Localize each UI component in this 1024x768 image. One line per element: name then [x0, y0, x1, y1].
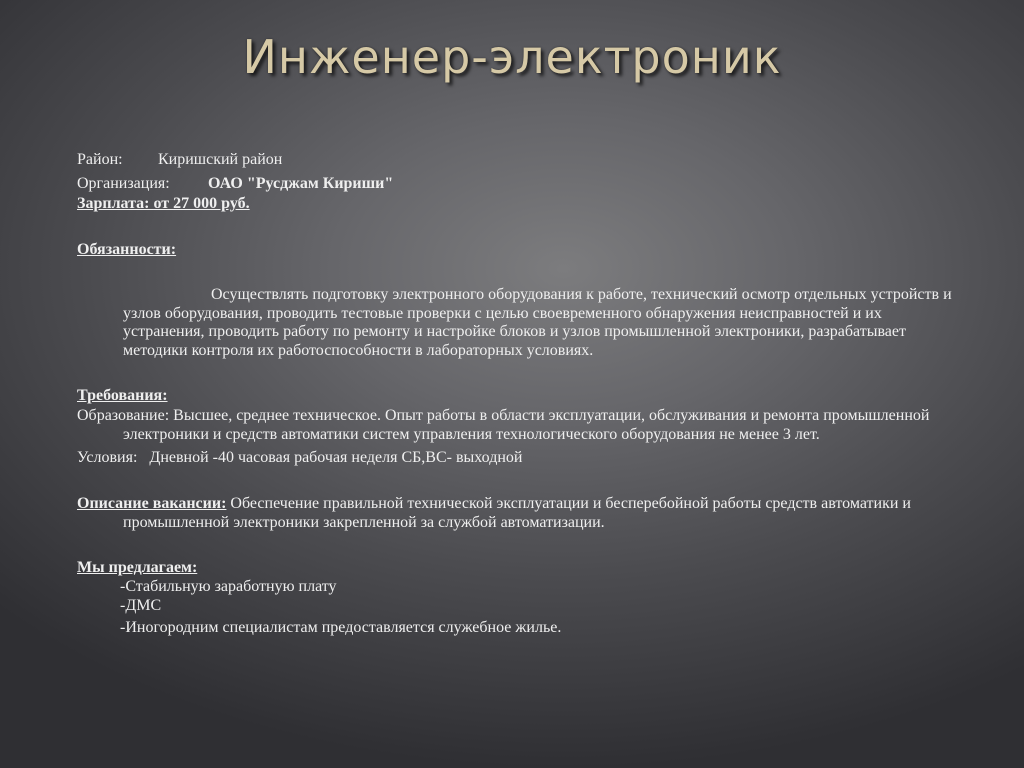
requirements-heading: Требования:	[77, 387, 168, 404]
education-row	[77, 406, 957, 444]
education-value: Высшее, среднее техническое. Опыт работы в области эксплуатации, обслуживания и ремонта промышленной электроники и средств автоматики систем управления технологического оборудования не менее 3 лет.	[123, 407, 930, 443]
duties-text: Осуществлять подготовку электронного оборудования к работе, технический осмотр отдельных устройств и узлов оборудования, проводить тестовые проверки с целью своевременного обнаружения неисправностей и их устранения, проводить работу по ремонту и настройке блоков и узлов промышленной электроники, разрабатывает методики контроля их работоспособности в лабораторных условиях.	[123, 286, 952, 359]
offer-heading: Мы предлагаем:	[77, 559, 198, 576]
conditions-row	[77, 448, 957, 468]
district-label: Район:	[77, 151, 123, 168]
conditions-label: Условия:	[77, 449, 138, 466]
duties-heading: Обязанности:	[77, 241, 177, 258]
salary-row	[77, 194, 957, 214]
district-value: Киришский район	[158, 151, 283, 168]
description-label: Описание вакансии:	[77, 495, 227, 512]
offer-item-housing: -Иногородним специалистам предоставляется служебное жилье.	[120, 619, 562, 636]
education-label: Образование:	[77, 407, 170, 424]
salary-value: от 27 000 руб.	[153, 195, 250, 212]
conditions-value: Дневной -40 часовая рабочая неделя СБ,ВС- выходной	[149, 449, 523, 466]
organization-value: ОАО "Русджам Кириши"	[208, 175, 394, 192]
description-value: Обеспечение правильной технической эксплуатации и бесперебойной работы средств автоматики и промышленной электроники закрепленной за службой автоматизации.	[123, 495, 911, 531]
organization-row	[77, 174, 957, 194]
description-row	[77, 494, 957, 532]
offer-item-salary: -Стабильную заработную плату	[120, 578, 337, 595]
slide-title: Инженер-электроник	[242, 30, 782, 84]
offer-item-insurance: -ДМС	[120, 596, 162, 614]
vacancy-content	[77, 150, 957, 638]
organization-label: Организация:	[77, 175, 170, 192]
salary-label: Зарплата:	[77, 195, 150, 212]
district-row	[77, 150, 957, 170]
